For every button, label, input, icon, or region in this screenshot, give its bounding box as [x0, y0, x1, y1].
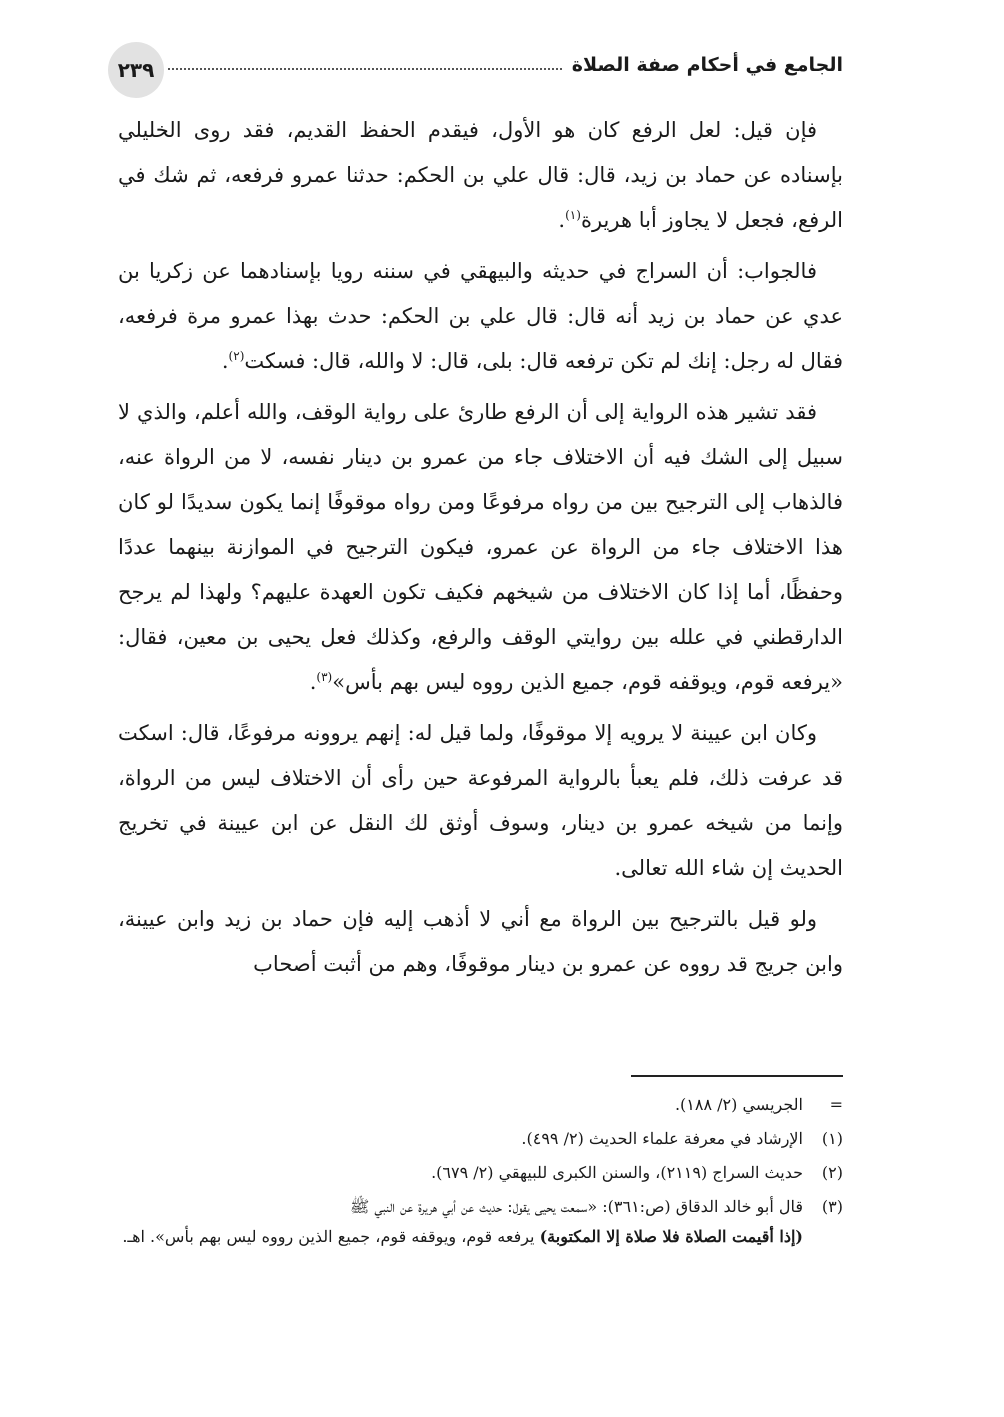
- footnote-continuation: [118, 1090, 843, 1120]
- footnote-text: [118, 1192, 803, 1252]
- footnote-1: [118, 1124, 843, 1154]
- footnote-3: [118, 1192, 843, 1252]
- paragraph: [118, 249, 843, 384]
- paragraph-end: .: [558, 208, 566, 232]
- footnotes: [118, 1090, 843, 1256]
- book-title: الجامع في أحكام صفة الصلاة: [571, 54, 843, 76]
- paragraph: وكان ابن عيينة لا يرويه إلا موقوفًا، ولما قيل له: إنهم يروونه مرفوعًا، قال: اسكت قد عرفت ذلك، فلم يعبأ بالرواية المرفوعة حين رأى أن الاختلاف ليس من الرواة، وإنما من شيخه عمرو بن دينار، وسوف أوثق لك النقل عن ابن عيينة في تخريج الحديث إن شاء الله تعالى.: [118, 721, 843, 880]
- footnote-text-part: يرفعه قوم، ويوقفه قوم، جميع الذين رووه ليس بهم بأس». اهـ.: [122, 1227, 535, 1246]
- footnote-ref-1[interactable]: (١): [565, 208, 581, 222]
- page-number: ٢٣٩: [117, 58, 155, 82]
- footnote-text: حديث السراج (٢١١٩)، والسنن الكبرى للبيهقي (٢/ ٦٧٩).: [431, 1163, 803, 1182]
- footnote-text-part: قال أبو خالد الدقاق (ص:٣٦١): «سمعت يحيى يقول: حديث عن أبي هريرة عن النبي ﷺ: [349, 1197, 803, 1216]
- paragraph-text: فالجواب: أن السراج في حديثه والبيهقي في سننه رويا بإسنادهما عن زكريا بن عدي عن حماد بن زيد أنه قال: قال علي بن الحكم: حدث بهذا عمرو مرة فرفعه، فقال له رجل: إنك لم تكن ترفعه قال: بلى، قال: لا والله، قال: فسكت: [118, 259, 843, 373]
- paragraph-text: فقد تشير هذه الرواية إلى أن الرفع طارئ على رواية الوقف، والله أعلم، والذي لا سبيل إلى الشك فيه أن الاختلاف جاء من عمرو بن دينار نفسه، لا من الرواة عنه، فالذهاب إلى الترجيح بين من رواه مرفوعًا ومن رواه موقوفًا إنما يكون سديدًا لو كان هذا الاختلاف جاء من الرواة عن عمرو، فيكون الترجيح في الموازنة بينهما عددًا وحفظًا، أما إذا كان الاختلاف من شيخهم فكيف تكون العهدة عليهم؟ ولهذا لم يرجح الدارقطني في علله بين روايتي الوقف والرفع، وكذلك فعل يحيى بن معين، فقال: «يرفعه قوم، ويوقفه قوم، جميع الذين رووه ليس بهم بأس»: [118, 400, 843, 694]
- footnote-text: الإرشاد في معرفة علماء الحديث (٢/ ٤٩٩).: [521, 1129, 803, 1148]
- footnote-mark: (١): [821, 1129, 843, 1148]
- footnote-mark: (٢): [821, 1163, 843, 1182]
- page-number-badge: [108, 42, 164, 98]
- page-header: [118, 42, 843, 94]
- footnote-ref-2[interactable]: (٢): [228, 349, 245, 363]
- leader-dots: [168, 68, 562, 70]
- footnote-mark: =: [829, 1095, 843, 1114]
- paragraph-text: فإن قيل: لعل الرفع كان هو الأول، فيقدم الحفظ القديم، فقد روى الخليلي بإسناده عن حماد بن زيد، قال: قال علي بن الحكم: حدثنا عمرو فرفعه، ثم شك في الرفع، فجعل لا يجاوز أبا هريرة: [118, 118, 843, 232]
- running-title: [168, 54, 843, 76]
- footnote-2: [118, 1158, 843, 1188]
- paragraph: ولو قيل بالترجيح بين الرواة مع أني لا أذهب إليه فإن حماد بن زيد وابن عيينة، وابن جريج قد رووه عن عمرو بن دينار موقوفًا، وهم من أثبت أصحاب: [118, 907, 843, 976]
- footnote-mark: (٣): [821, 1197, 843, 1216]
- hadith-quote: (إذا أقيمت الصلاة فلا صلاة إلا المكتوبة): [539, 1227, 803, 1246]
- paragraph-end: .: [309, 670, 317, 694]
- paragraph-end: .: [221, 349, 229, 373]
- footnote-ref-3[interactable]: (٣): [316, 670, 333, 684]
- paragraph: [118, 108, 843, 243]
- footnote-text: الجريسي (٢/ ١٨٨).: [674, 1095, 803, 1114]
- book-page: [118, 0, 843, 1417]
- paragraph: [118, 390, 843, 705]
- main-text: [118, 108, 843, 993]
- footnote-separator: [631, 1075, 843, 1077]
